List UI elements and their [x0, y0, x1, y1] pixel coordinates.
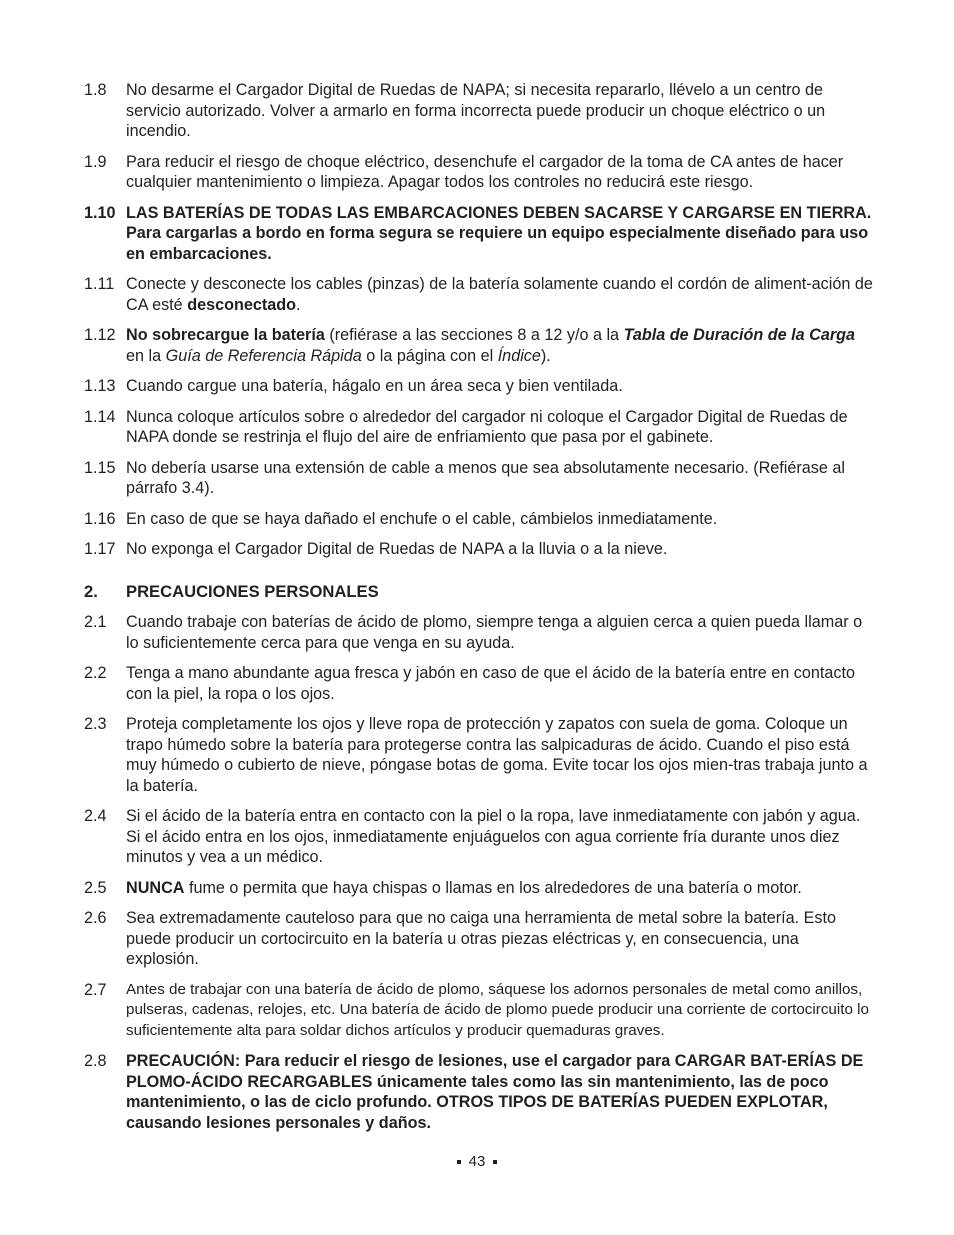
item-text: Cuando cargue una batería, hágalo en un área seca y bien ventilada.	[126, 377, 623, 395]
item-1-15	[84, 458, 874, 499]
document-body	[84, 80, 874, 1143]
item-number: 1.10	[84, 203, 116, 222]
item-text: Antes de trabajar con una batería de ácido de plomo, sáquese los adornos personales de metal como anillos, pulseras, cadenas, relojes, etc. Una batería de ácido de plomo puede producir una corriente de cortocircuito lo suficientemente alta para soldar dichos artículos y producir quemaduras graves.	[126, 980, 869, 1039]
item-1-9	[84, 152, 874, 193]
item-number: 1.13	[84, 377, 116, 395]
text-part: en la	[126, 346, 166, 365]
item-text	[126, 325, 874, 366]
item-2-6	[84, 908, 874, 970]
page-footer	[0, 1153, 954, 1170]
bullet-square-icon	[457, 1160, 461, 1164]
item-text: Cuando trabaje con baterías de ácido de plomo, siempre tenga a alguien cerca a quien pueda llamar o lo suficientemente cerca para que venga en su ayuda.	[126, 613, 863, 652]
item-number: 2.2	[84, 664, 107, 682]
section-title: PRECAUCIONES PERSONALES	[126, 581, 379, 601]
text-part: Conecte y desconecte los cables (pinzas) de la batería solamente cuando el cordón de aliment-ación de CA esté	[126, 275, 873, 314]
item-number: 1.8	[84, 81, 107, 99]
item-number: 1.12	[84, 326, 116, 344]
item-number: 2.8	[84, 1052, 107, 1070]
index-reference: Índice	[497, 346, 541, 365]
item-text: No debería usarse una extensión de cable a menos que sea absolutamente necesario. (Refiérase al párrafo 3.4).	[126, 458, 845, 497]
text-part: fume o permita que haya chispas o llamas en los alrededores de una batería o motor.	[184, 878, 802, 897]
text-part: o la página con el	[361, 346, 498, 365]
item-number: 2.5	[84, 878, 107, 897]
item-2-4	[84, 806, 874, 868]
item-number: 1.11	[84, 275, 115, 293]
item-number: 1.16	[84, 509, 116, 528]
item-text	[126, 274, 874, 315]
item-1-13	[84, 376, 874, 397]
item-number: 2.4	[84, 807, 107, 825]
item-number: 2.7	[84, 980, 107, 999]
item-1-16	[84, 509, 874, 530]
bullet-square-icon	[493, 1160, 497, 1164]
item-number: 1.9	[84, 152, 107, 171]
item-2-5	[84, 878, 874, 899]
item-1-10	[84, 203, 874, 265]
item-text: Proteja completamente los ojos y lleve ropa de protección y zapatos con suela de goma. Coloque un trapo húmedo sobre la batería para protegerse contra las salpicaduras de ácido. Cuando el piso está muy húmedo o cubierto de nieve, póngase botas de goma. Evite tocar los ojos mien-tras trabaja junto a la batería.	[126, 715, 868, 795]
text-part: (refiérase a las secciones 8 a 12 y/o a la	[324, 326, 624, 344]
bold-emphasis: desconectado	[187, 295, 297, 314]
item-text: Para reducir el riesgo de choque eléctrico, desenchufe el cargador de la toma de CA antes de hacer cualquier mantenimiento o limpieza. Apagar todos los controles no reducirá este riesgo.	[126, 152, 844, 191]
item-1-12	[84, 325, 874, 366]
item-number: 2.1	[84, 613, 107, 631]
text-part: ).	[540, 346, 551, 365]
item-text: Si el ácido de la batería entra en contacto con la piel o la ropa, lave inmediatamente con jabón y agua. Si el ácido entra en los ojos, inmediatamente enjuáguelos con agua corriente fría durante unos diez minutos y vea a un médico.	[126, 807, 861, 866]
item-text	[126, 878, 874, 899]
item-2-7	[84, 980, 874, 1042]
item-2-8	[84, 1051, 874, 1133]
section-number: 2.	[84, 581, 98, 601]
item-text: No exponga el Cargador Digital de Ruedas de NAPA a la lluvia o a la nieve.	[126, 540, 668, 558]
item-text: Nunca coloque artículos sobre o alrededor del cargador ni coloque el Cargador Digital de Ruedas de NAPA donde se restrinja el flujo del aire de enfriamiento que pasa por el gabinete.	[126, 407, 848, 446]
page-number: 43	[468, 1153, 486, 1170]
section-heading	[84, 582, 874, 603]
item-2-2	[84, 663, 874, 704]
item-2-3	[84, 714, 874, 796]
item-text: En caso de que se haya dañado el enchufe o el cable, cámbielos inmediatamente.	[126, 509, 718, 528]
item-text: No desarme el Cargador Digital de Ruedas de NAPA; si necesita repararlo, llévelo a un centro de servicio autorizado. Volver a armarlo en forma incorrecta puede producir un choque eléctrico o un incendio.	[126, 81, 826, 140]
item-1-17	[84, 539, 874, 560]
item-2-1	[84, 612, 874, 653]
item-text: Tenga a mano abundante agua fresca y jabón en caso de que el ácido de la batería entre en contacto con la piel, la ropa o los ojos.	[126, 664, 855, 703]
guide-reference: Guía de Referencia Rápida	[165, 346, 362, 365]
item-number: 2.6	[84, 909, 107, 927]
item-number: 2.3	[84, 715, 107, 733]
bold-emphasis: NUNCA	[126, 878, 185, 897]
item-number: 1.17	[84, 540, 116, 558]
item-text: PRECAUCIÓN: Para reducir el riesgo de lesiones, use el cargador para CARGAR BAT-ERÍAS DE PLOMO-ÁCIDO RECARGABLES únicamente tales como las sin mantenimiento, las de poco mantenimiento, o las de ciclo profundo. OTROS TIPOS DE BATERÍAS PUEDEN EXPLOTAR, causando lesiones personales y daños.	[126, 1052, 864, 1132]
item-text: Sea extremadamente cauteloso para que no caiga una herramienta de metal sobre la batería. Esto puede producir un cortocircuito en la batería u otras piezas eléctricas y, en consecuencia, una explosión.	[126, 909, 836, 968]
item-1-8	[84, 80, 874, 142]
table-reference: Tabla de Duración de la Carga	[623, 326, 856, 344]
bold-emphasis: No sobrecargue la batería	[126, 326, 325, 344]
item-1-11	[84, 274, 874, 315]
item-number: 1.14	[84, 407, 116, 426]
item-number: 1.15	[84, 458, 116, 477]
item-text: LAS BATERÍAS DE TODAS LAS EMBARCACIONES DEBEN SACARSE Y CARGARSE EN TIERRA. Para cargarlas a bordo en forma segura se requiere un equipo especialmente diseñado para uso en embarcaciones.	[126, 203, 872, 263]
text-part: .	[296, 295, 301, 314]
item-1-14	[84, 407, 874, 448]
